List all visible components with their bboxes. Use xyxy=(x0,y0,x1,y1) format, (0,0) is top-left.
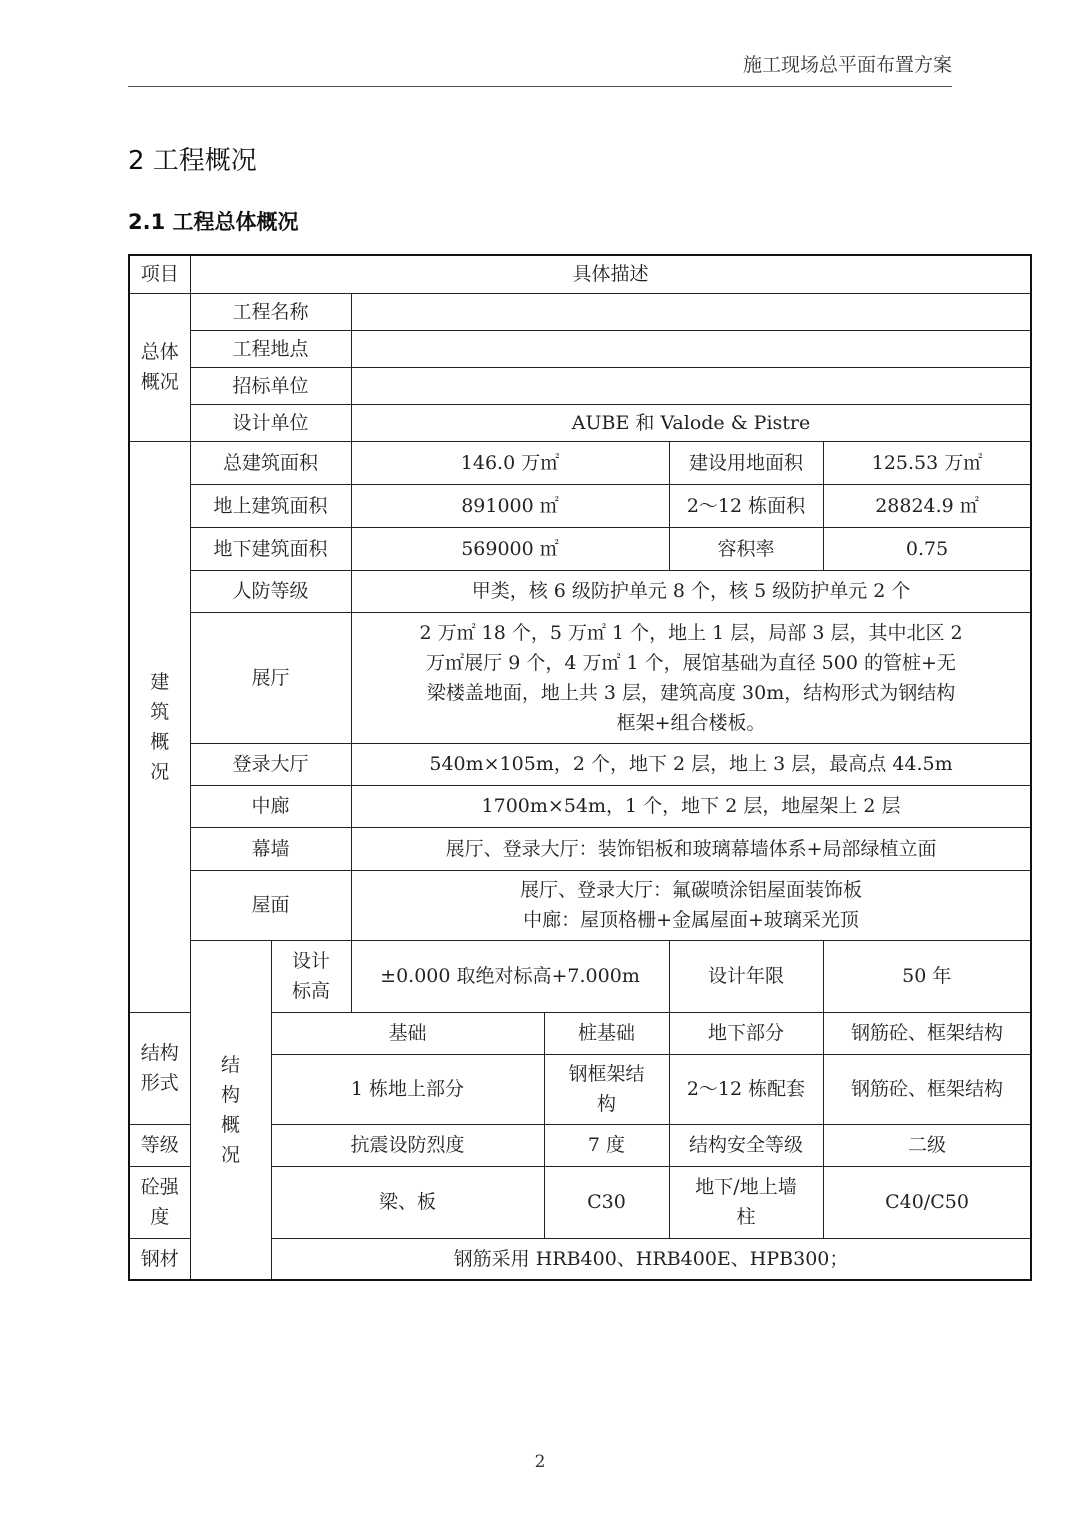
row-label: 砼强 度 xyxy=(129,1166,190,1238)
row-value: AUBE 和 Valode & Pistre xyxy=(351,404,1031,441)
category-overall: 总体 概况 xyxy=(129,293,190,441)
cell: 结构安全等级 xyxy=(669,1124,823,1166)
table-row xyxy=(129,330,1031,367)
row-label: 展厅 xyxy=(190,612,351,743)
header-desc: 具体描述 xyxy=(190,255,1031,293)
row-value: 展厅、登录大厅：装饰铝板和玻璃幕墙体系+局部绿植立面 xyxy=(351,827,1031,870)
row-label: 中廊 xyxy=(190,785,351,827)
table-row xyxy=(129,441,1031,484)
row-value xyxy=(351,330,1031,367)
row-label: 地下建筑面积 xyxy=(190,527,351,570)
cell: 2～12 栋配套 xyxy=(669,1054,823,1124)
table-row xyxy=(129,827,1031,870)
row-label: 钢材 xyxy=(129,1238,190,1280)
row-value: 50 年 xyxy=(823,940,1031,1012)
row-label: 招标单位 xyxy=(190,367,351,404)
row-value: 28824.9 ㎡ xyxy=(823,484,1031,527)
table-row xyxy=(129,404,1031,441)
row-label: 设计单位 xyxy=(190,404,351,441)
row-value: 540m×105m，2 个，地下 2 层，地上 3 层，最高点 44.5m xyxy=(351,743,1031,785)
row-label: 容积率 xyxy=(669,527,823,570)
row-label: 屋面 xyxy=(190,870,351,940)
table-row xyxy=(129,367,1031,404)
cell: 1 栋地上部分 xyxy=(271,1054,544,1124)
table-row xyxy=(129,785,1031,827)
cell: 梁、板 xyxy=(271,1166,544,1238)
row-label: 幕墙 xyxy=(190,827,351,870)
row-value: 569000 ㎡ xyxy=(351,527,669,570)
row-label: 工程地点 xyxy=(190,330,351,367)
roof-description: 展厅、登录大厅：氟碳喷涂铝屋面装饰板 中廊：屋顶格栅+金属屋面+玻璃采光顶 xyxy=(351,870,1031,940)
header-item: 项目 xyxy=(129,255,190,293)
row-label: 地上建筑面积 xyxy=(190,484,351,527)
row-value: 125.53 万㎡ xyxy=(823,441,1031,484)
row-label: 等级 xyxy=(129,1124,190,1166)
row-value xyxy=(351,293,1031,330)
row-value xyxy=(351,367,1031,404)
table-row xyxy=(129,743,1031,785)
row-label: 登录大厅 xyxy=(190,743,351,785)
cell: 基础 xyxy=(271,1012,544,1054)
row-value: 0.75 xyxy=(823,527,1031,570)
row-label: 建设用地面积 xyxy=(669,441,823,484)
table-row xyxy=(129,527,1031,570)
table-row xyxy=(129,484,1031,527)
table-row xyxy=(129,293,1031,330)
cell: 地下部分 xyxy=(669,1012,823,1054)
running-header: 施工现场总平面布置方案 xyxy=(742,54,952,76)
row-value: 钢筋采用 HRB400、HRB400E、HPB300； xyxy=(271,1238,1031,1280)
hall-description: 2 万㎡ 18 个，5 万㎡ 1 个，地上 1 层，局部 3 层，其中北区 2 万㎡展厅 9 个，4 万㎡ 1 个，展馆基础为直径 500 的管桩+无 梁楼盖地面，地上共 3 层，建筑高度 30m，结构形式为钢结构 框架+组合楼板。 xyxy=(351,612,1031,743)
table-row xyxy=(129,612,1031,743)
row-label: 设计年限 xyxy=(669,940,823,1012)
row-value: 1700m×54m，1 个，地下 2 层，地屋架上 2 层 xyxy=(351,785,1031,827)
row-label: 工程名称 xyxy=(190,293,351,330)
row-value: 891000 ㎡ xyxy=(351,484,669,527)
row-label: 人防等级 xyxy=(190,570,351,612)
table-row xyxy=(129,940,1031,1012)
cell: 桩基础 xyxy=(544,1012,669,1054)
row-label: 结构 形式 xyxy=(129,1012,190,1124)
cell: 7 度 xyxy=(544,1124,669,1166)
category-building: 建 筑 概 况 xyxy=(129,441,190,1012)
table-row xyxy=(129,570,1031,612)
cell: 二级 xyxy=(823,1124,1031,1166)
row-value: 甲类，核 6 级防护单元 8 个，核 5 级防护单元 2 个 xyxy=(351,570,1031,612)
cell: 钢筋砼、框架结构 xyxy=(823,1054,1031,1124)
cell: C30 xyxy=(544,1166,669,1238)
cell: 抗震设防烈度 xyxy=(271,1124,544,1166)
cell: 钢筋砼、框架结构 xyxy=(823,1012,1031,1054)
row-value: 146.0 万㎡ xyxy=(351,441,669,484)
cell: C40/C50 xyxy=(823,1166,1031,1238)
header-divider xyxy=(128,86,952,87)
table-row xyxy=(129,870,1031,940)
subsection-title: 2.1 工程总体概况 xyxy=(128,210,299,234)
row-label: 设计 标高 xyxy=(271,940,351,1012)
project-overview-table xyxy=(128,254,1032,1281)
category-structure: 结 构 概 况 xyxy=(190,940,271,1280)
cell: 钢框架结 构 xyxy=(544,1054,669,1124)
page-number: 2 xyxy=(534,1452,546,1472)
row-value: ±0.000 取绝对标高+7.000m xyxy=(351,940,669,1012)
row-label: 总建筑面积 xyxy=(190,441,351,484)
section-title: 2 工程概况 xyxy=(128,146,257,176)
row-label: 2～12 栋面积 xyxy=(669,484,823,527)
table-header-row xyxy=(129,255,1031,293)
cell: 地下/地上墙 柱 xyxy=(669,1166,823,1238)
